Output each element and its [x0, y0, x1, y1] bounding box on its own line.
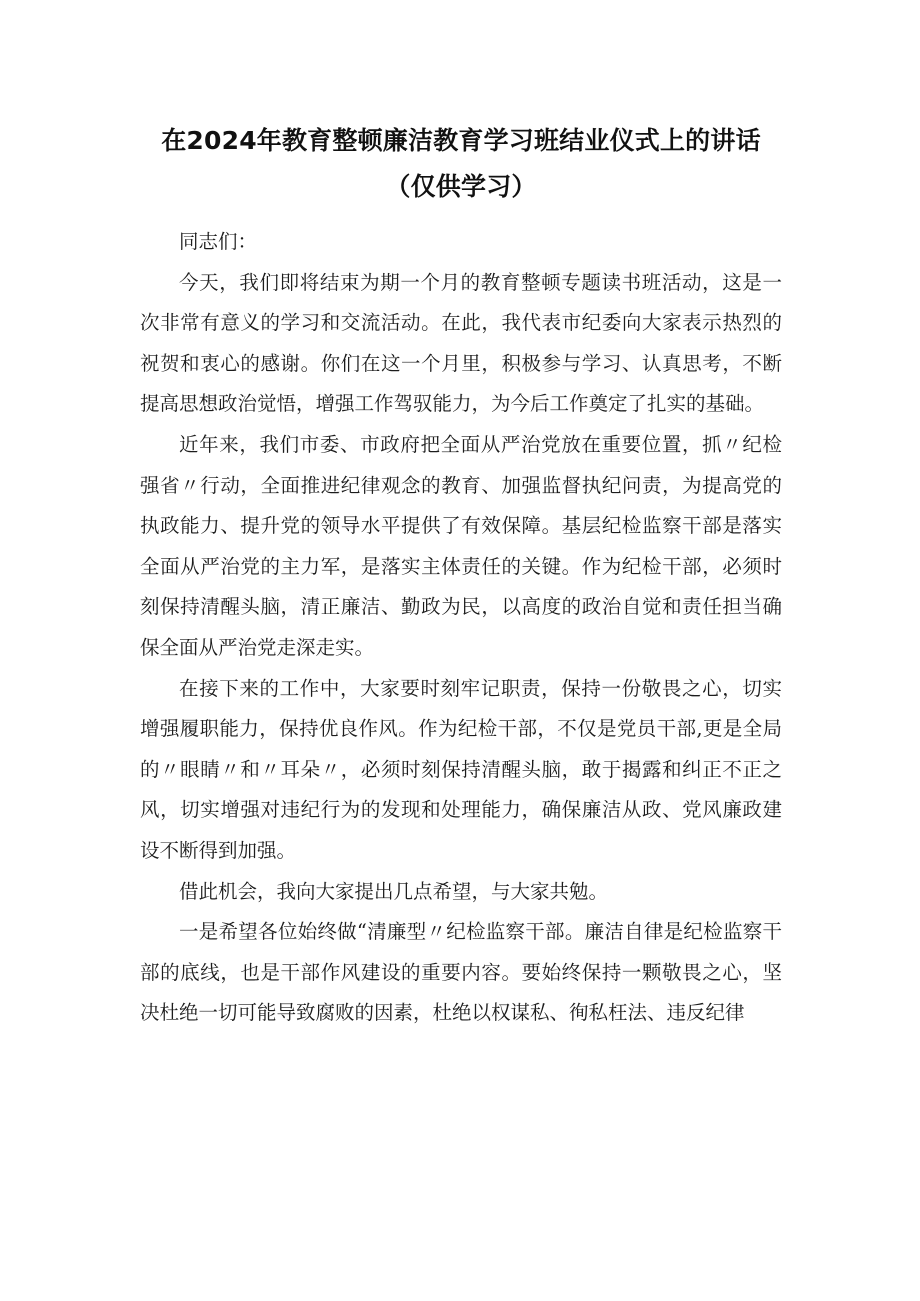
paragraph-4: 借此机会，我向大家提出几点希望，与大家共勉。 — [179, 879, 609, 903]
document-title: 在2024年教育整顿廉洁教育学习班结业仪式上的讲话（仅供学习） — [161, 126, 761, 201]
paragraph-3: 在接下来的工作中，大家要时刻牢记职责，保持一份敬畏之心，切实增强履职能力，保持优良作风。作为纪检干部，不仅是党员干部,更是全局的〃眼睛〃和〃耳朵〃，必须时刻保持清醒头脑，敢于揭露和纠正不正之风，切实增强对违纪行为的发现和处理能力，确保廉洁从政、党风廉政建设不断得到加强。 — [140, 676, 782, 862]
paragraph-5: 一是希望各位始终做“清廉型〃纪检监察干部。廉洁自律是纪检监察干部的底线，也是干部作风建设的重要内容。要始终保持一颗敬畏之心，坚决杜绝一切可能导致腐败的因素，杜绝以权谋私、徇私枉法、违反纪律 — [140, 920, 782, 1025]
salutation: 同志们： — [179, 230, 258, 253]
document-body — [140, 222, 782, 1034]
paragraph-2: 近年来，我们市委、市政府把全面从严治党放在重要位置，抓〃纪检强省〃行动，全面推进纪律观念的教育、加强监督执纪问责，为提高党的执政能力、提升党的领导水平提供了有效保障。基层纪检监察干部是落实全面从严治党的主力军，是落实主体责任的关键。作为纪检干部，必须时刻保持清醒头脑，清正廉洁、勤政为民，以高度的政治自觉和责任担当确保全面从严治党走深走实。 — [140, 432, 782, 659]
paragraph-1: 今天，我们即将结束为期一个月的教育整顿专题读书班活动，这是一次非常有意义的学习和交流活动。在此，我代表市纪委向大家表示热烈的祝贺和衷心的感谢。你们在这一个月里，积极参与学习、认真思考，不断提高思想政治觉悟，增强工作驾驭能力，为今后工作奠定了扎实的基础。 — [140, 270, 782, 416]
